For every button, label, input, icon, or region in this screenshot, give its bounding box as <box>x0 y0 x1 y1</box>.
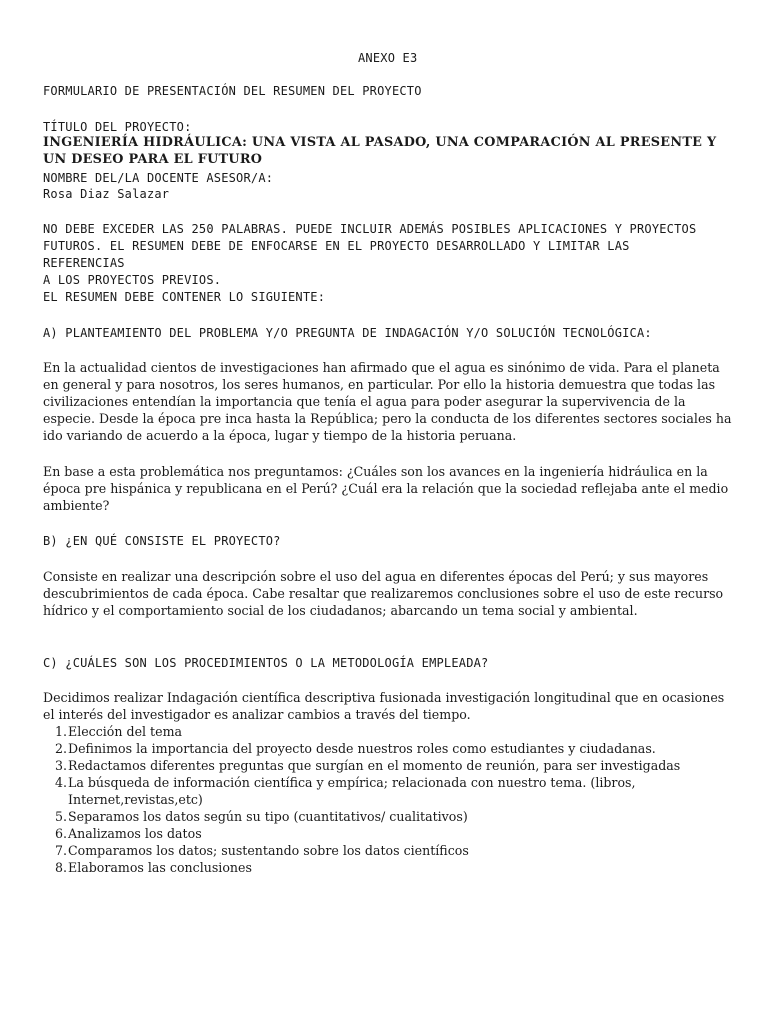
list-item: 7. Comparamos los datos; sustentando sobre los datos científicos <box>55 843 469 858</box>
section-c-heading: C) ¿CUÁLES SON LOS PROCEDIMIENTOS O LA METODOLOGÍA EMPLEADA? <box>43 656 489 670</box>
instruction-line: NO DEBE EXCEDER LAS 250 PALABRAS. PUEDE INCLUIR ADEMÁS POSIBLES APLICACIONES Y PROYECTOS <box>43 222 697 236</box>
procedure-list <box>43 723 743 876</box>
list-item: 5. Separamos los datos según su tipo (cuantitativos/ cualitativos) <box>55 809 468 824</box>
instruction-line: EL RESUMEN DEBE CONTENER LO SIGUIENTE: <box>43 290 326 304</box>
section-c-paragraph: Decidimos realizar Indagación científica descriptiva fusionada investigación longitudinal que en ocasiones el interés del investigador es analizar cambios a través del tiempo. <box>43 690 725 722</box>
list-item: 4. La búsqueda de información científica y empírica; relacionada con nuestro tema. (libros, Internet,revistas,etc) <box>55 775 636 807</box>
project-title-label: TÍTULO DEL PROYECTO: <box>43 120 192 134</box>
section-a-paragraph-1: En la actualidad cientos de investigaciones han afirmado que el agua es sinónimo de vida. Para el planeta en general y para nosotros, los seres humanos, en particular. Por ello la historia demuestra que todas las civilizaciones entendían la importancia que tenía el agua para poder asegurar la supervivencia de la especie. Desde la época pre inca hasta la República; pero la conducta de los diferentes sectores sociales ha ido variando de acuerdo a la época, lugar y tiempo de la historia peruana. <box>43 360 732 443</box>
advisor-name: Rosa Diaz Salazar <box>43 187 170 201</box>
instruction-line: FUTUROS. EL RESUMEN DEBE DE ENFOCARSE EN EL PROYECTO DESARROLLADO Y LIMITAR LAS <box>43 239 630 253</box>
instruction-line: REFERENCIAS <box>43 256 125 270</box>
section-a-paragraph-2: En base a esta problemática nos preguntamos: ¿Cuáles son los avances en la ingeniería hidráulica en la época pre hispánica y republicana en el Perú? ¿Cuál era la relación que la sociedad reflejaba ante el medio ambiente? <box>43 464 729 513</box>
section-a-heading: A) PLANTEAMIENTO DEL PROBLEMA Y/O PREGUNTA DE INDAGACIÓN Y/O SOLUCIÓN TECNOLÓGICA: <box>43 326 652 340</box>
list-item: 3. Redactamos diferentes preguntas que surgían en el momento de reunión, para ser investigadas <box>55 758 681 773</box>
advisor-label: NOMBRE DEL/LA DOCENTE ASESOR/A: <box>43 171 274 185</box>
section-b-heading: B) ¿EN QUÉ CONSISTE EL PROYECTO? <box>43 534 281 548</box>
list-item: 6. Analizamos los datos <box>55 826 202 841</box>
instructions <box>43 221 743 306</box>
list-item: 2. Definimos la importancia del proyecto desde nuestros roles como estudiantes y ciudadanas. <box>55 741 656 756</box>
form-title: FORMULARIO DE PRESENTACIÓN DEL RESUMEN DEL PROYECTO <box>43 84 422 98</box>
section-b-paragraph: Consiste en realizar una descripción sobre el uso del agua en diferentes épocas del Perú; y sus mayores descubrimientos de cada época. Cabe resaltar que realizaremos conclusiones sobre el uso de este recurso hídrico y el comportamiento social de los ciudadanos; abarcando un tema social y ambiental. <box>43 569 724 618</box>
list-item: 1. Elección del tema <box>55 724 183 739</box>
instruction-line: A LOS PROYECTOS PREVIOS. <box>43 273 222 287</box>
list-item: 8. Elaboramos las conclusiones <box>55 860 252 875</box>
annex-label: ANEXO E3 <box>358 51 418 65</box>
project-title: INGENIERÍA HIDRÁULICA: UNA VISTA AL PASADO, UNA COMPARACIÓN AL PRESENTE Y UN DESEO PARA EL FUTURO <box>43 135 717 167</box>
